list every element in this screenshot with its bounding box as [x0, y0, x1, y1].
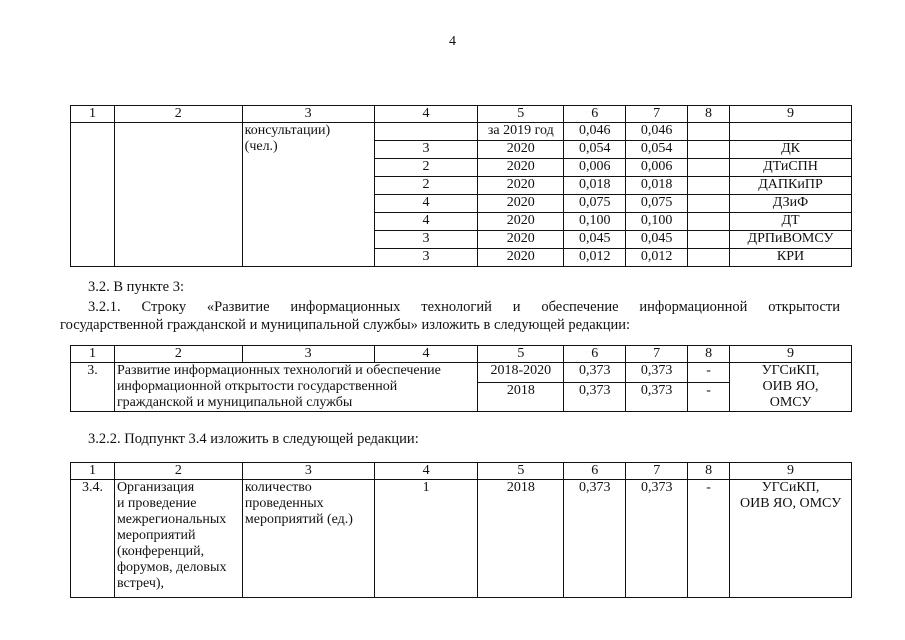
table-header-row: [71, 463, 852, 480]
cell-value-8: [688, 195, 730, 213]
cell-value-8: [688, 177, 730, 195]
cell-value-6: 0,012: [564, 249, 626, 267]
cell-value-8: -: [688, 363, 730, 383]
column-number: 6: [564, 463, 626, 480]
cell-value-6: 0,018: [564, 177, 626, 195]
cell-executor: ДАПКиПР: [730, 177, 852, 195]
cell-value-8: [688, 213, 730, 231]
cell-executor: ДЗиФ: [730, 195, 852, 213]
cell-value-8: -: [688, 383, 730, 412]
column-number: 4: [374, 346, 478, 363]
cell-value-6: 0,373: [564, 363, 626, 383]
page-number: 4: [449, 34, 456, 49]
column-number: 8: [688, 106, 730, 123]
column-number: 7: [626, 463, 688, 480]
column-number: 4: [374, 106, 478, 123]
cell-value-6: 0,100: [564, 213, 626, 231]
column-number: 8: [688, 463, 730, 480]
cell-executor: [730, 123, 852, 141]
cell-value-7: 0,054: [626, 141, 688, 159]
cell-year: 2020: [478, 141, 564, 159]
cell-executor: ДТиСПН: [730, 159, 852, 177]
cell-value-7: 0,046: [626, 123, 688, 141]
column-number: 9: [730, 346, 852, 363]
cell-value-4: 3: [374, 249, 478, 267]
column-number: 2: [114, 106, 242, 123]
cell-value-6: 0,006: [564, 159, 626, 177]
column-number: 5: [478, 106, 564, 123]
cell-name: Развитие информационных технологий и обеспечение информационной открытости государственной гражданской и муниципальной службы: [114, 363, 477, 412]
column-number: 3: [242, 463, 374, 480]
cell-value-7: 0,006: [626, 159, 688, 177]
cell-value-7: 0,100: [626, 213, 688, 231]
cell-value-4: 2: [374, 159, 478, 177]
cell-value-4: 3: [374, 231, 478, 249]
column-number: 9: [730, 106, 852, 123]
cell-value-8: [688, 249, 730, 267]
column-number: 6: [564, 346, 626, 363]
section-3-2-2: 3.2.2. Подпункт 3.4 изложить в следующей редакции:: [88, 431, 419, 447]
cell-year: 2020: [478, 213, 564, 231]
column-number: 1: [71, 106, 115, 123]
cell-year: 2020: [478, 195, 564, 213]
cell-value-4: 2: [374, 177, 478, 195]
column-number: 2: [114, 346, 242, 363]
column-number: 4: [374, 463, 478, 480]
cell-value-4: 3: [374, 141, 478, 159]
column-number: 5: [478, 346, 564, 363]
cell-value-6: 0,046: [564, 123, 626, 141]
cell-year: 2020: [478, 231, 564, 249]
cell-num: [71, 123, 115, 267]
cell-value-7: 0,373: [626, 383, 688, 412]
cell-value-6: 0,373: [564, 383, 626, 412]
cell-value-6: 0,373: [564, 480, 626, 598]
cell-years: 2018: [478, 383, 564, 412]
cell-name: Организация и проведение межрегиональных мероприятий (конференций, форумов, деловых встреч),: [114, 480, 242, 598]
section-3-2-1-line1: 3.2.1. Строку «Развитие информационных технологий и обеспечение информационной открытости: [88, 299, 840, 315]
column-number: 6: [564, 106, 626, 123]
cell-indicator: количество проведенных мероприятий (ед.): [242, 480, 374, 598]
cell-value-7: 0,018: [626, 177, 688, 195]
cell-year: 2020: [478, 177, 564, 195]
column-number: 5: [478, 463, 564, 480]
cell-year: 2018: [478, 480, 564, 598]
section-3-2: 3.2. В пункте 3:: [88, 279, 184, 295]
cell-num: 3.: [71, 363, 115, 412]
cell-years: 2018-2020: [478, 363, 564, 383]
cell-value-8: [688, 231, 730, 249]
cell-value-7: 0,012: [626, 249, 688, 267]
cell-value-4: 4: [374, 195, 478, 213]
cell-executor: УГСиКП, ОИВ ЯО, ОМСУ: [730, 363, 852, 412]
column-number: 1: [71, 463, 115, 480]
cell-value-7: 0,373: [626, 480, 688, 598]
column-number: 3: [242, 106, 374, 123]
table-row: [71, 480, 852, 598]
table-row: [71, 123, 852, 141]
column-number: 8: [688, 346, 730, 363]
table-row: [71, 363, 852, 383]
cell-value-8: [688, 141, 730, 159]
cell-executor: УГСиКП, ОИВ ЯО, ОМСУ: [730, 480, 852, 598]
table-item-3-4: [70, 462, 852, 598]
cell-value-4: [374, 123, 478, 141]
cell-value-7: 0,075: [626, 195, 688, 213]
cell-value-6: 0,045: [564, 231, 626, 249]
cell-executor: ДТ: [730, 213, 852, 231]
cell-value-7: 0,373: [626, 363, 688, 383]
cell-executor: ДРПиВОМСУ: [730, 231, 852, 249]
cell-year: 2020: [478, 249, 564, 267]
column-number: 1: [71, 346, 115, 363]
cell-value-6: 0,054: [564, 141, 626, 159]
cell-num: 3.4.: [71, 480, 115, 598]
column-number: 7: [626, 346, 688, 363]
column-number: 7: [626, 106, 688, 123]
cell-name: [114, 123, 242, 267]
table-item-3: [70, 345, 852, 412]
table-header-row: [71, 346, 852, 363]
cell-year: 2020: [478, 159, 564, 177]
cell-value-8: [688, 123, 730, 141]
table-continuation: [70, 105, 852, 267]
cell-value-8: [688, 159, 730, 177]
cell-value-8: -: [688, 480, 730, 598]
cell-value-4: 1: [374, 480, 478, 598]
cell-value-4: 4: [374, 213, 478, 231]
cell-value-6: 0,075: [564, 195, 626, 213]
column-number: 9: [730, 463, 852, 480]
column-number: 2: [114, 463, 242, 480]
column-number: 3: [242, 346, 374, 363]
cell-executor: КРИ: [730, 249, 852, 267]
cell-value-7: 0,045: [626, 231, 688, 249]
cell-executor: ДК: [730, 141, 852, 159]
table-header-row: [71, 106, 852, 123]
cell-indicator: консультации) (чел.): [242, 123, 374, 267]
section-3-2-1-line2: государственной гражданской и муниципальной службы» изложить в следующей редакции:: [60, 317, 630, 333]
cell-year: за 2019 год: [478, 123, 564, 141]
